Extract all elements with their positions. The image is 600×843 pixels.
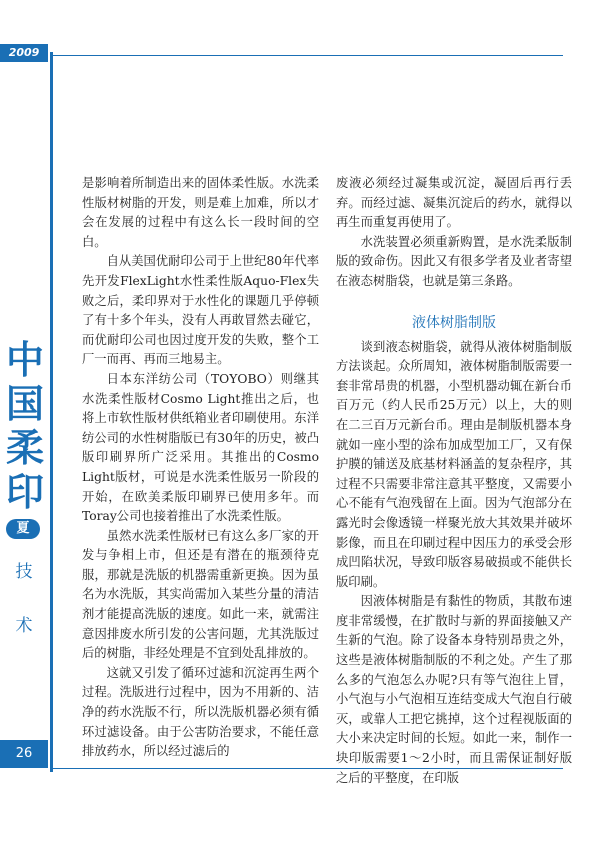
season-badge: 夏 xyxy=(6,519,40,539)
section-label xyxy=(4,545,44,653)
paragraph: 因液体树脂是有黏性的物质，其散布速度非常缓慢，在扩散时与新的界面接触又产生新的气泡。除了设备本身特别昂贵之外，这些是液体树脂制版的不利之处。产生了那么多的气泡怎么办呢?只有等气泡往上冒，小气泡与小气泡相互连结变成大气泡自行破灭，或靠人工把它挑掉，这个过程视版面的大小来决定时间的长短。如此一来，制作一块印版需要1～2小时，而且需保证制好版之后的平整度，在印版 xyxy=(336,594,572,785)
paragraph: 谈到液态树脂袋，就得从液体树脂制版方法谈起。众所周知，液体树脂制版需要一套非常昂贵的机器，小型机器动辄在新台币百万元（约人民币25万元）以上，大的则在二三百万元新台币。理由是制版机器本身就如一座小型的涂布加成型加工厂，又有保护膜的铺送及底基材料涵盖的复杂程序，其过程不只需要非常注意其平整度，又需要小心不能有气泡残留在上面。因为气泡部分在露光时会像透镜一样聚光放大其效果并破坏影像，而且在印刷过程中因压力的承受会形成凹陷状况，导致印版容易破损或不能供长版印刷。 xyxy=(336,339,572,589)
paragraph: 是影响着所制造出来的固体柔性版。水洗柔性版材树脂的开发，则是难上加难，所以才会在发展的过程中有这么长一段时间的空白。 xyxy=(82,176,319,249)
paragraph: 日本东洋纺公司（TOYOBO）则继其水洗柔性版材Cosmo Light推出之后，也将上市软性版材供纸箱业者印刷使用。东洋纺公司的水性树脂版已有30年的历史，被凸版印刷界所广泛采用。其推出的Cosmo Light版材，可说是水洗柔性版另一阶段的开始，在欧美柔版印刷界已使用多年。而Toray公司也接着推出了水洗柔性版。 xyxy=(82,371,319,524)
section-subheading: 液体树脂制版 xyxy=(412,314,496,331)
header-rule xyxy=(53,55,563,56)
section-label-char: 术 xyxy=(15,616,33,636)
section-label-char: 技 xyxy=(15,562,33,582)
paragraph: 水洗装置必须重新购置，是水洗柔版制版的致命伤。因此又有很多学者及业者寄望在液态树脂袋，也就是第三条路。 xyxy=(336,234,572,288)
sidebar-rule xyxy=(50,52,53,772)
paragraph: 虽然水洗柔性版材已有这么多厂家的开发与争相上市，但还是有潜在的瓶颈待克服，那就是洗版的机器需重新更换。因为虽名为水洗版，其实尚需加入某些分量的清洁剂才能提高洗版的速度。如此一来，就需注意因排废水所引发的公害问题，尤其洗版过后的树脂，非经处理是不宜到处乱排放的。 xyxy=(82,528,319,661)
page-number: 26 xyxy=(0,740,48,768)
paragraph: 自从美国优耐印公司于上世纪80年代率先开发FlexLight水性柔性版Aquo-Flex失败之后，柔印界对于水性化的课题几乎停顿了有十多个年头，没有人再敢冒然去碰它，而优耐印公司也因过度开发的失败，整个工厂一而再、再而三地易主。 xyxy=(82,254,319,367)
magazine-title: 中国柔印 xyxy=(5,337,44,514)
left-column xyxy=(82,174,319,762)
right-column xyxy=(336,174,572,788)
paragraph: 这就又引发了循环过滤和沉淀再生两个过程。洗版进行过程中，因为不用新的、洁净的药水洗版不行，所以洗版机器必须有循环过滤设备。由于公害防治要求，不能任意排放药水，所以经过滤后的 xyxy=(82,665,319,759)
year-tab: 2009 xyxy=(0,44,48,62)
paragraph: 废液必须经过凝集或沉淀，凝固后再行丢弃。而经过滤、凝集沉淀后的药水，就得以再生而重复再使用了。 xyxy=(336,176,572,230)
